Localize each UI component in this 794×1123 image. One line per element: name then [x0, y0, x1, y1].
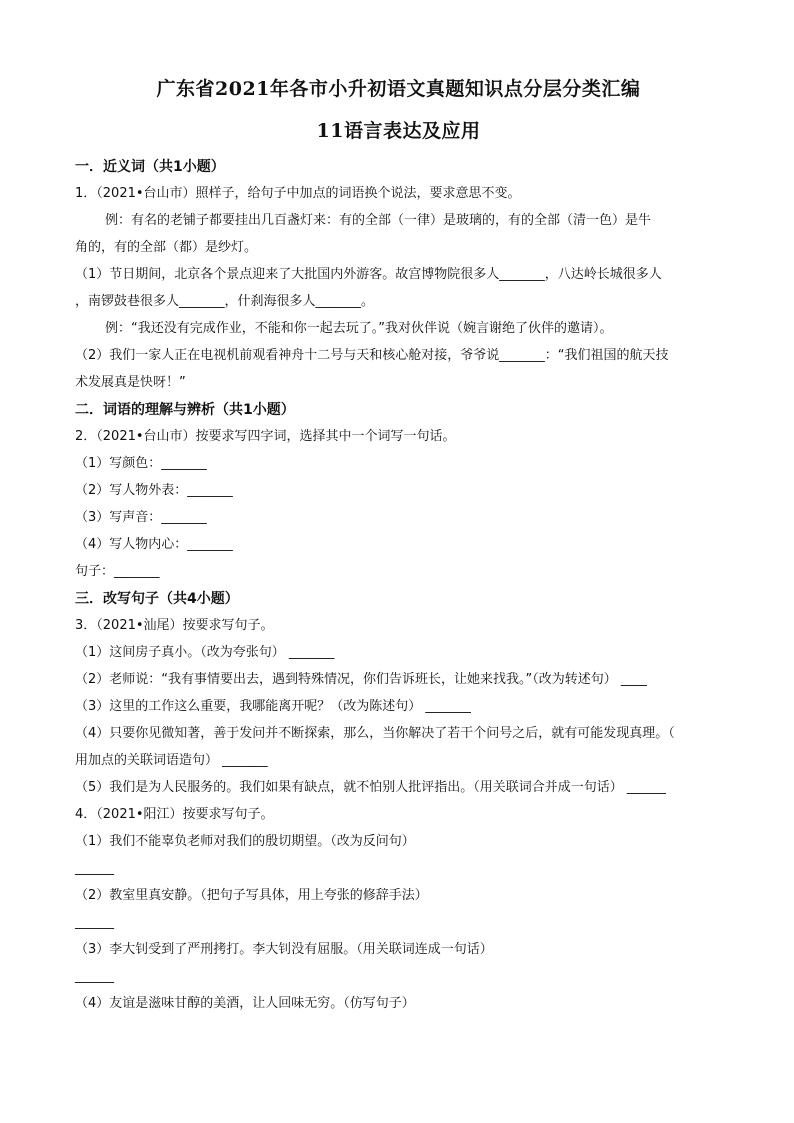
sub-question-continued: 术发展真是快呀！”	[75, 375, 186, 390]
example-text: 例：有名的老铺子都要挂出几百盏灯来：有的全部（一律）是玻璃的，有的全部（清一色）是牛	[105, 213, 652, 228]
sentence-answer-line: 句子：_______	[75, 564, 160, 579]
sub-question: （4）只要你见微知著，善于发问并不断探索，那么，当你解决了若干个问号之后，就有可能发现真理。（	[75, 726, 675, 741]
sub-question: （3）这里的工作这么重要，我哪能离开呢？（改为陈述句） _______	[75, 699, 471, 714]
example-text: 例：“我还没有完成作业，不能和你一起去玩了。”我对伙伴说（婉言谢绝了伙伴的邀请）。	[105, 321, 613, 336]
section-heading: 三．改写句子（共4小题）	[75, 591, 239, 607]
sub-question: （3）写声音：_______	[75, 510, 207, 525]
sub-question: （2）教室里真安静。（把句子写具体，用上夸张的修辞手法）	[75, 888, 428, 903]
page-subtitle: 11语言表达及应用	[316, 120, 481, 142]
sub-question: （3）李大钊受到了严刑拷打。李大钊没有屈服。（用关联词连成一句话）	[75, 942, 493, 957]
sub-question: （4）友谊是滋味甘醇的美酒，让人回味无穷。（仿写句子）	[75, 996, 415, 1011]
answer-blank: ______	[75, 915, 114, 930]
answer-blank: ______	[75, 969, 114, 984]
question-stem: 2．（2021•台山市）按要求写四字词，选择其中一个词写一句话。	[75, 429, 456, 444]
section-rewrite-sentences	[75, 586, 722, 1017]
sub-question: （2）写人物外表：_______	[75, 483, 233, 498]
sub-question-continued: ，南锣鼓巷很多人_______，什刹海很多人_______。	[75, 294, 375, 309]
section-heading: 一．近义词（共1小题）	[75, 159, 225, 175]
question-stem: 3．（2021•汕尾）按要求写句子。	[75, 618, 274, 633]
question-stem: 4．（2021•阳江）按要求写句子。	[75, 807, 274, 822]
example-text-continued: 角的，有的全部（都）是纱灯。	[75, 240, 258, 255]
sub-question-continued: 用加点的关联词语造句） _______	[75, 753, 268, 768]
sub-question: （1）节日期间，北京各个景点迎来了大批国内外游客。故宫博物院很多人_______，八达岭长城很多人	[75, 267, 662, 282]
section-synonyms	[75, 154, 722, 396]
sub-question: （2）我们一家人正在电视机前观看神舟十二号与天和核心舱对接，爷爷说_______：“我们祖国的航天技	[75, 348, 669, 363]
sub-question: （1）这间房子真小。（改为夸张句） _______	[75, 645, 335, 660]
sub-question: （1）我们不能辜负老师对我们的殷切期望。（改为反问句）	[75, 834, 415, 849]
sub-question: （2）老师说：“我有事情要出去，遇到特殊情况，你们告诉班长，让她来找我。”（改为转述句） ____	[75, 672, 647, 687]
sub-question: （4）写人物内心：_______	[75, 537, 233, 552]
question-stem: 1．（2021•台山市）照样子，给句子中加点的词语换个说法，要求意思不变。	[75, 186, 521, 201]
page-title: 广东省2021年各市小升初语文真题知识点分层分类汇编	[156, 78, 641, 100]
section-word-understanding	[75, 397, 722, 585]
section-heading: 二．词语的理解与辨析（共1小题）	[75, 402, 295, 418]
sub-question: （1）写颜色：_______	[75, 456, 207, 471]
sub-question: （5）我们是为人民服务的。我们如果有缺点，就不怕别人批评指出。（用关联词合并成一句话） ______	[75, 780, 666, 795]
answer-blank: ______	[75, 861, 114, 876]
